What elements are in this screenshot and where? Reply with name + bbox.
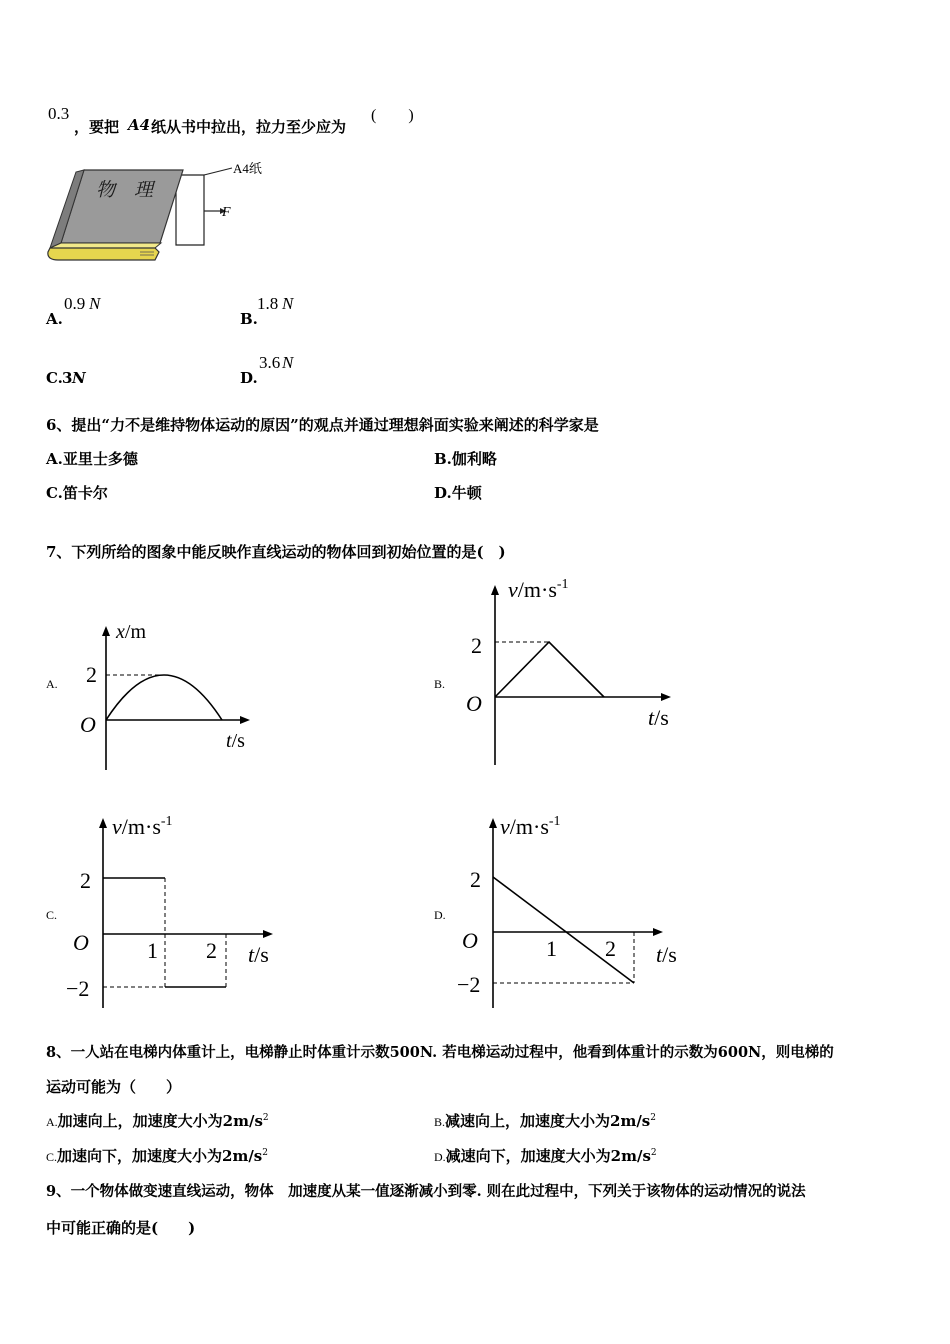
graph-d-line (493, 877, 634, 983)
q5-option-c-unit: N (72, 369, 86, 387)
q8-option-c-sup: 2 (262, 1148, 268, 1158)
svg-text:t/s (656, 942, 677, 967)
graph-d-xlabel-var: t (656, 942, 663, 967)
q6-option-b: B.伽利略 (434, 450, 497, 468)
graph-c-ylabel-exp: -1 (160, 814, 173, 829)
graph-b-origin: O (466, 691, 482, 716)
q5-option-c-value: 3 (62, 369, 73, 387)
q5-option-a-value: 0.9 (64, 294, 86, 313)
graph-d-xtick-1: 1 (546, 936, 557, 961)
graph-d-xlabel-unit: /s (662, 942, 677, 967)
q8-option-c-text: 加速向下，加速度大小为2m/s (57, 1147, 263, 1165)
graph-a-ylabel-unit: /m (124, 621, 147, 643)
q8-option-d (434, 1145, 657, 1166)
graph-d-origin: O (462, 928, 478, 953)
q5-option-b-value: 1.8 (257, 294, 279, 313)
graph-b-ylabel-unit: /m·s (517, 577, 557, 602)
graph-b-ylabel-var: v (508, 577, 518, 602)
graph-a-ylabel-var: x (116, 621, 125, 643)
answer-paren: ( ) (371, 107, 414, 124)
graph-d-ylabel-exp: -1 (548, 814, 561, 829)
graph-a-letter: A. (46, 677, 58, 691)
q5-option-b-letter: B. (240, 310, 258, 328)
q5-text-pre: ，要把 (74, 118, 120, 136)
force-label: F (222, 205, 231, 220)
graph-b-letter: B. (434, 677, 446, 691)
q5-option-d-value: 3.6 (259, 353, 281, 372)
graph-b-xlabel-unit: /s (654, 705, 669, 730)
svg-text:v/m·s-1 (500, 814, 561, 839)
graph-c-ytick-pos: 2 (80, 868, 91, 893)
graph-d-ytick-pos: 2 (470, 867, 481, 892)
q5-text-post: 纸从书中拉出，拉力至少应为 (151, 118, 347, 136)
graph-a-xlabel-unit: /s (231, 730, 245, 752)
q8-option-d-text: 减速向下，加速度大小为2m/s (445, 1147, 651, 1165)
graph-c-xtick-2: 2 (206, 938, 217, 963)
q8-option-c (46, 1145, 268, 1166)
graph-d-ylabel-unit: /m·s (509, 814, 549, 839)
graph-b-ylabel-exp: -1 (556, 577, 569, 592)
q7-stem: 7、下列所给的图象中能反映作直线运动的物体回到初始位置的是( ) (46, 543, 506, 561)
q5-option-c-letter: C. (46, 369, 63, 387)
graph-c-xtick-1: 1 (147, 938, 158, 963)
q8-option-b-text: 减速向上，加速度大小为2m/s (445, 1112, 651, 1130)
graph-b-xlabel-var: t (648, 705, 655, 730)
graph-c-xlabel-unit: /s (254, 942, 269, 967)
q6-option-a: A.亚里士多德 (46, 450, 138, 468)
q8-option-a (46, 1110, 269, 1131)
graph-c-ylabel-var: v (112, 814, 122, 839)
graph-c-ytick-neg: −2 (66, 976, 90, 1001)
q6-option-c: C.笛卡尔 (46, 484, 108, 502)
q5-a4: A4 (128, 116, 151, 134)
graph-a-origin: O (80, 712, 96, 737)
q5-option-a-letter: A. (46, 310, 63, 328)
paper-label: A4纸 (233, 161, 262, 176)
q8-option-b (434, 1110, 656, 1131)
q8-option-a-text: 加速向上，加速度大小为2m/s (57, 1112, 263, 1130)
q9-stem-line2: 中可能正确的是( ) (46, 1219, 196, 1237)
graph-b-ytick: 2 (471, 633, 482, 658)
q6-stem: 6、提出“力不是维持物体运动的原因”的观点并通过理想斜面实验来阐述的科学家是 (46, 416, 599, 434)
q8-stem-line1: 8、一人站在电梯内体重计上，电梯静止时体重计示数500N. 若电梯运动过程中，他看到体重计的示数为600N，则电梯的 (46, 1044, 834, 1061)
graph-d-xtick-2: 2 (605, 936, 616, 961)
q8-option-d-sup: 2 (650, 1148, 657, 1158)
graph-c-ylabel-unit: /m·s (121, 814, 161, 839)
q5-option-a-unit: N (89, 294, 101, 313)
q8-option-d-letter: D. (434, 1150, 446, 1164)
book-title: 物 理 (96, 180, 154, 201)
q5-option-b-unit: N (282, 294, 294, 313)
q5-option-d-letter: D. (240, 369, 258, 387)
graph-d-ytick-neg: −2 (457, 972, 481, 997)
q8-option-b-letter: B. (434, 1115, 446, 1129)
q8-option-b-sup: 2 (650, 1113, 656, 1123)
q8-option-c-letter: C. (46, 1150, 58, 1164)
q9-stem-line1: 9、一个物体做变速直线运动，物体 加速度从某一值逐渐减小到零. 则在此过程中，下列关于该物体的运动情况的说法 (46, 1183, 806, 1200)
graph-d-letter: D. (434, 908, 446, 922)
graph-a-ytick: 2 (86, 662, 97, 687)
graph-d-ylabel-var: v (500, 814, 510, 839)
friction-coefficient: 0.3 (48, 104, 70, 123)
graph-c-origin: O (73, 930, 89, 955)
q8-stem-line2: 运动可能为（ ） (46, 1078, 182, 1096)
q8-option-a-sup: 2 (262, 1113, 269, 1123)
graph-c-xlabel-var: t (248, 942, 255, 967)
graph-a-xlabel-var: t (226, 730, 232, 752)
graph-c-letter: C. (46, 908, 58, 922)
q6-option-d: D.牛顿 (434, 484, 482, 502)
q8-option-a-letter: A. (46, 1115, 58, 1129)
q5-option-d-unit: N (282, 353, 294, 372)
